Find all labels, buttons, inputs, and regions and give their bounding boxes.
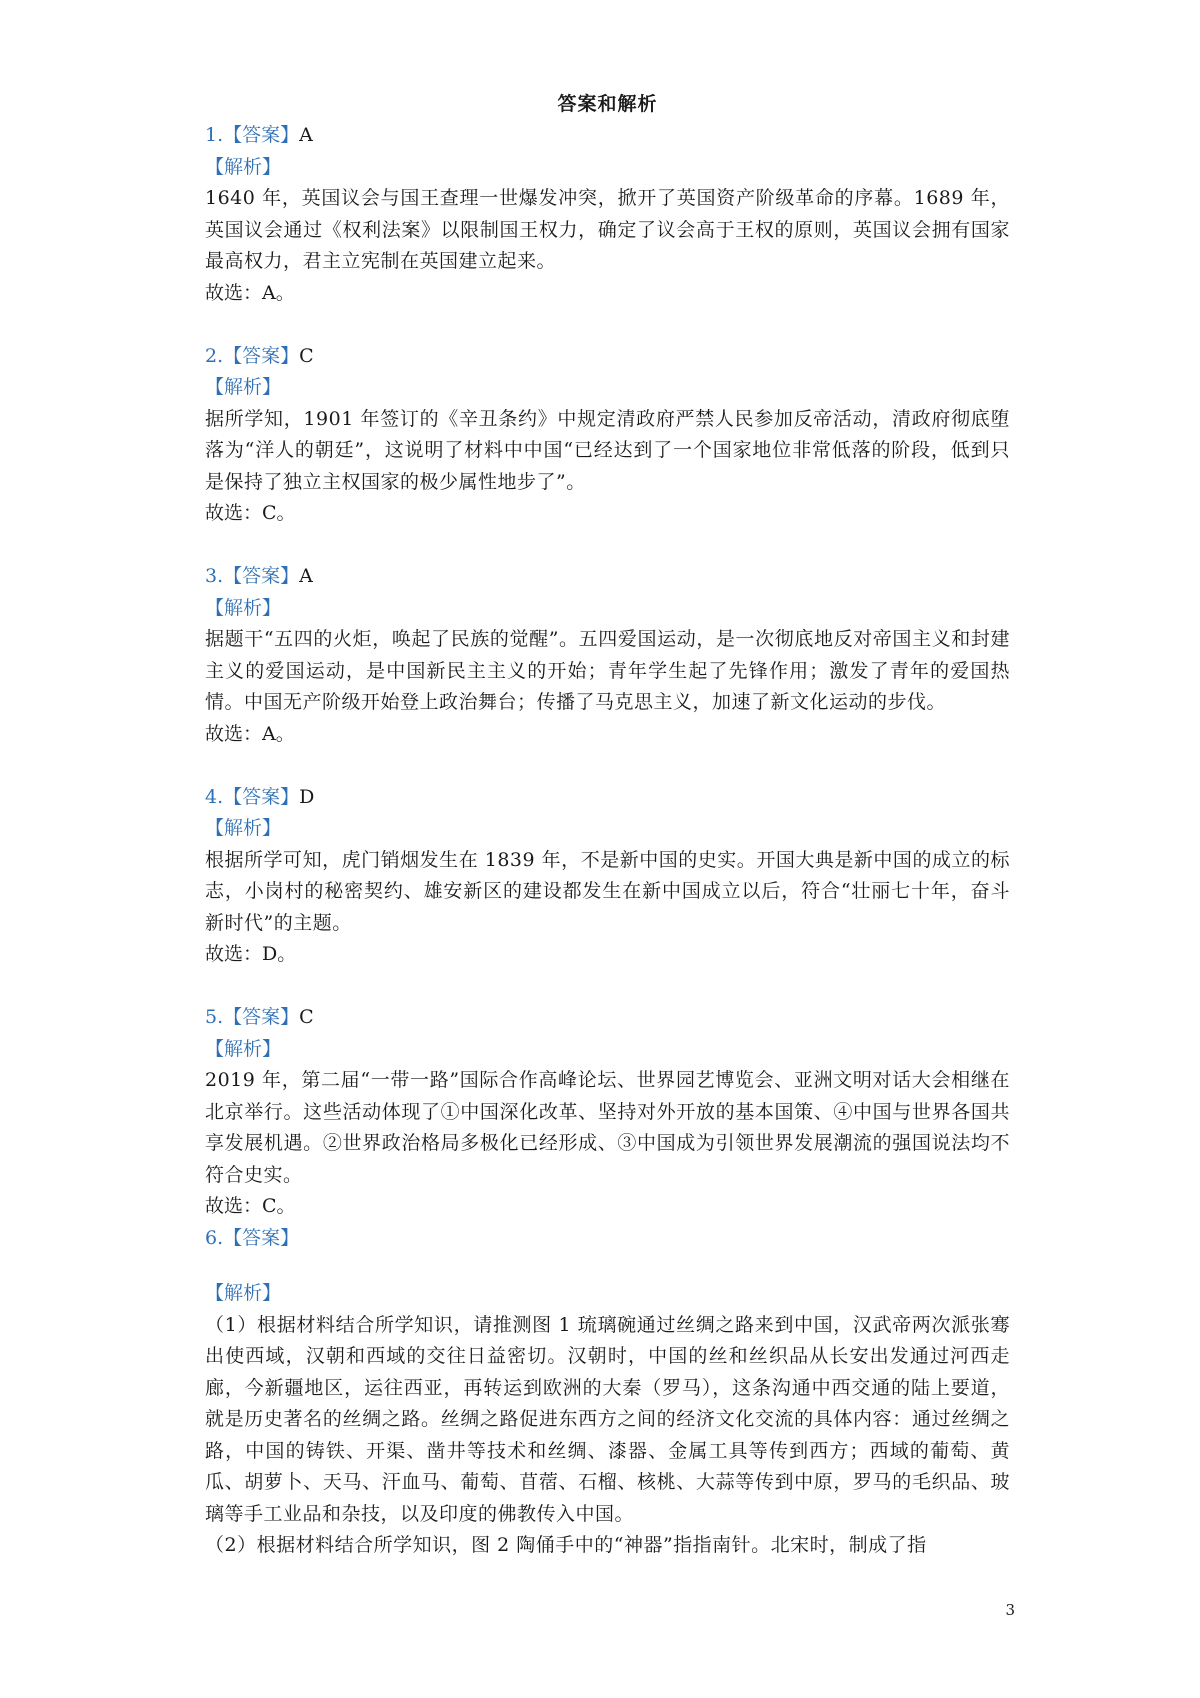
answer-value: C (299, 344, 314, 367)
analysis-tag: 【解析】 (205, 1037, 282, 1060)
answer-tag: 【答案】 (223, 124, 300, 146)
answer-line (205, 782, 1010, 814)
answer-tag: 【答案】 (223, 1226, 300, 1249)
conclusion: 故选：D。 (205, 943, 297, 965)
answer-line (205, 120, 1010, 152)
analysis-paragraph: 据题干“五四的火炬，唤起了民族的觉醒”。五四爱国运动，是一次彻底地反对帝国主义和封建主义的爱国运动，是中国新民主主义的开始；青年学生起了先锋作用；激发了青年的爱国热情。中国无产阶级开始登上政治舞台；传播了马克思主义，加速了新文化运动的步伐。 (205, 628, 1010, 713)
question-number: 4. (205, 785, 224, 808)
answer-line (205, 341, 1010, 373)
conclusion: 故选：C。 (205, 1195, 296, 1217)
answer-value: A (299, 565, 313, 587)
answer-tag: 【答案】 (223, 344, 300, 367)
answer-item (205, 1223, 1010, 1562)
answer-item (205, 1002, 1010, 1223)
analysis-paragraph: 1640 年，英国议会与国王查理一世爆发冲突，掀开了英国资产阶级革命的序幕。1689 年，英国议会通过《权利法案》以限制国王权力，确定了议会高于王权的原则，英国议会拥有国家最高权力，君主立宪制在英国建立起来。 (205, 187, 1010, 272)
question-number: 1. (205, 124, 224, 146)
answer-value: A (299, 124, 313, 146)
page-number: 3 (1005, 1601, 1015, 1619)
page-title: 答案和解析 (557, 93, 658, 115)
answer-tag: 【答案】 (223, 565, 300, 587)
answer-item (205, 341, 1010, 530)
question-number: 6. (205, 1226, 224, 1249)
answer-tag: 【答案】 (223, 785, 300, 808)
answer-item (205, 782, 1010, 971)
analysis-tag: 【解析】 (205, 376, 282, 398)
answer-value: C (299, 1006, 314, 1028)
analysis-paragraph: （2）根据材料结合所学知识，图 2 陶俑手中的“神器”指指南针。北宋时，制成了指 (205, 1534, 927, 1556)
answer-item (205, 120, 1010, 309)
answer-item (205, 561, 1010, 750)
conclusion: 故选：C。 (205, 502, 296, 524)
analysis-tag: 【解析】 (205, 1282, 282, 1304)
answer-tag: 【答案】 (223, 1006, 300, 1028)
question-number: 2. (205, 344, 224, 367)
analysis-tag: 【解析】 (205, 596, 282, 619)
question-number: 3. (205, 565, 224, 587)
answer-line (205, 1002, 1010, 1034)
conclusion: 故选：A。 (205, 281, 295, 304)
conclusion: 故选：A。 (205, 722, 295, 745)
analysis-paragraph: 据所学知，1901 年签订的《辛丑条约》中规定清政府严禁人民参加反帝活动，清政府彻底堕落为“洋人的朝廷”，这说明了材料中中国“已经达到了一个国家地位非常低落的阶段，低到只是保持了独立主权国家的极少属性地步了”。 (205, 407, 1010, 493)
document-page (205, 88, 1010, 1562)
answer-value: D (299, 785, 315, 808)
analysis-tag: 【解析】 (205, 155, 282, 178)
analysis-tag: 【解析】 (205, 817, 282, 839)
analysis-paragraph: 2019 年，第二届“一带一路”国际合作高峰论坛、世界园艺博览会、亚洲文明对话大会相继在北京举行。这些活动体现了①中国深化改革、坚持对外开放的基本国策、④中国与世界各国共享发展机遇。②世界政治格局多极化已经形成、③中国成为引领世界发展潮流的强国说法均不符合史实。 (205, 1069, 1010, 1186)
answer-line (205, 1223, 1010, 1255)
analysis-paragraph: （1）根据材料结合所学知识，请推测图 1 琉璃碗通过丝绸之路来到中国，汉武帝两次派张骞出使西域，汉朝和西域的交往日益密切。汉朝时，中国的丝和丝织品从长安出发通过河西走廊，今新疆地区，运往西亚，再转运到欧洲的大秦（罗马），这条沟通中西交通的陆上要道，就是历史著名的丝绸之路。丝绸之路促进东西方之间的经济文化交流的具体内容：通过丝绸之路，中国的铸铁、开渠、凿井等技术和丝绸、漆器、金属工具等传到西方；西域的葡萄、黄瓜、胡萝卜、天马、汗血马、葡萄、苜蓿、石榴、核桃、大蒜等传到中原，罗马的毛织品、玻璃等手工业品和杂技，以及印度的佛教传入中国。 (205, 1313, 1010, 1525)
analysis-paragraph: 根据所学可知，虎门销烟发生在 1839 年，不是新中国的史实。开国大典是新中国的成立的标志，小岗村的秘密契约、雄安新区的建设都发生在新中国成立以后，符合“壮丽七十年，奋斗新时代”的主题。 (205, 848, 1010, 934)
question-number: 5. (205, 1006, 224, 1028)
answer-line (205, 561, 1010, 593)
